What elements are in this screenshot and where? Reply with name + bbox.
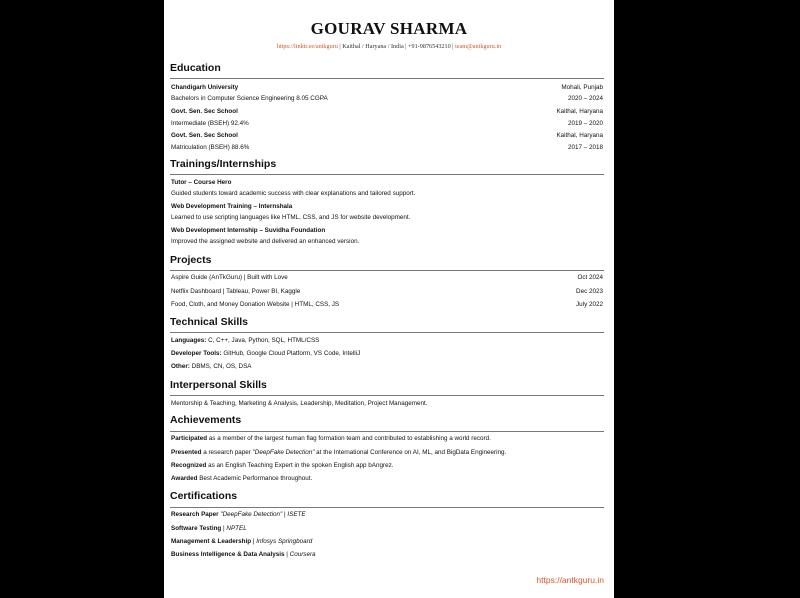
section-divider [170,395,604,396]
skill-value: C, C++, Java, Python, SQL, HTML/CSS [206,337,320,344]
certification-item: Business Intelligence & Data Analysis | Coursera [171,551,316,558]
school-name: Govt. Sen. Sec School [171,108,238,115]
project-date: Dec 2023 [576,288,603,295]
projects-heading: Projects [170,254,212,266]
skill-label: Languages: [171,337,207,344]
training-role: Web Development Internship – Suvidha Foundation [171,227,326,234]
section-divider [170,332,604,333]
skill-label: Other: [171,363,190,370]
achievement-item: Presented a research paper "DeepFake Detection" at the International Conference on AI, ML, and BigData Engineering. [171,449,507,456]
degree: Bachelors in Computer Science Engineering 8.05 CGPA [171,95,328,102]
education-heading: Education [170,62,221,74]
section-divider [170,431,604,432]
dates: 2017 – 2018 [567,144,603,151]
skill-row [171,363,603,371]
resume-page [164,0,614,598]
skill-value: DBMS, CN, OS, DSA [189,363,252,370]
email-link[interactable]: team@antkguru.in [455,43,502,50]
certifications-heading: Certifications [170,490,238,502]
degree: Intermediate (BSEH) 92.4% [171,120,249,127]
project-name: Netflix Dashboard | Tableau, Power BI, Kaggle [171,288,301,295]
achievement-item: Participated as a member of the largest human flag formation team and contributed to establishing a world record. [171,435,491,442]
school-location: Kaithal, Haryana [556,108,603,115]
section-divider [170,174,604,175]
achievement-item: Awarded Best Academic Performance throughout. [171,475,313,482]
degree: Matriculation (BSEH) 88.6% [171,144,250,151]
footer-link[interactable]: https://antkguru.in [536,575,604,585]
project-name: Food, Cloth, and Money Donation Website | HTML, CSS, JS [171,301,340,308]
skill-value: GitHub, Google Cloud Platform, VS Code, IntelliJ [221,350,361,357]
project-date: July 2022 [576,301,603,308]
certification-item: Research Paper "DeepFake Detection" | ISETE [171,511,306,518]
training-role: Tutor – Course Hero [171,179,232,186]
training-desc: Guided students toward academic success with clear explanations and tailored support. [171,190,416,197]
project-date: Oct 2024 [577,274,603,281]
school-name: Govt. Sen. Sec School [171,132,238,139]
project-name: Aspire Guide (AnTkGuru) | Built with Love [171,274,288,281]
contact-line: https://linktr.ee/antkguru | Kaithal / Haryana / India | +91-9876543210 | team@antkguru.in [276,43,502,50]
interpersonal-text: Mentorship & Teaching, Marketing & Analysis, Leadership, Meditation, Project Management. [171,400,428,407]
section-divider [170,270,604,271]
skill-label: Developer Tools: [171,350,222,357]
training-desc: Learned to use scripting languages like HTML, CSS, and JS for website development. [171,214,411,221]
certification-item: Software Testing | NPTEL [171,525,247,532]
interpersonal-heading: Interpersonal Skills [170,379,267,391]
training-role: Web Development Training – Internshala [171,203,293,210]
training-desc: Improved the assigned website and delivered an enhanced version. [171,238,360,245]
school-name: Chandigarh University [171,84,239,91]
dates: 2019 – 2020 [567,120,603,127]
skill-row [171,337,603,345]
skill-row [171,350,603,358]
achievements-heading: Achievements [170,414,242,426]
trainings-heading: Trainings/Internships [170,158,277,170]
candidate-name: GOURAV SHARMA [310,19,468,38]
school-location: Mohali, Punjab [561,84,603,91]
school-location: Kaithal, Haryana [556,132,603,139]
linktree-link[interactable]: https://linktr.ee/antkguru [276,43,338,50]
dates: 2020 – 2024 [567,95,603,102]
achievement-item: Recognized as an English Teaching Expert in the spoken English app bAngrez. [171,462,394,469]
contact-details: Kaithal / Haryana / India | +91-9876543210 | [342,43,456,50]
skills-heading: Technical Skills [170,316,249,328]
certification-item: Management & Leadership | Infosys Springboard [171,538,313,545]
section-divider [170,78,604,79]
section-divider [170,507,604,508]
